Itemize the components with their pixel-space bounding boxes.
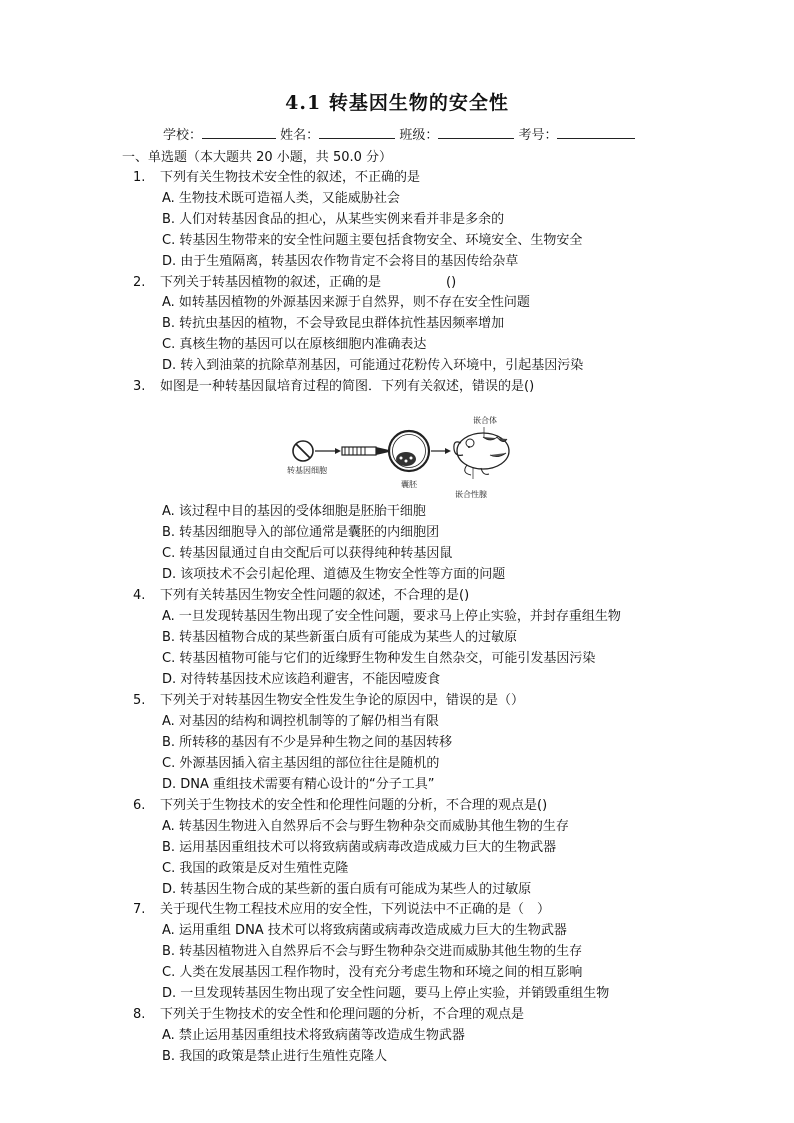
question-text: 下列关于对转基因生物安全性发生争论的原因中，错误的是（） — [160, 693, 525, 708]
question-number: 4. — [133, 588, 146, 603]
number-blank — [557, 125, 635, 139]
chimera-mouse-icon — [454, 427, 509, 479]
option-item: D. 由于生殖隔离，转基因农作物肯定不会将目的基因传给杂草 — [162, 254, 519, 269]
question-stem — [133, 166, 420, 185]
option-item: D. 一旦发现转基因生物出现了安全性问题，要马上停止实验，并销毁重组生物 — [162, 986, 610, 1001]
question-stem — [133, 271, 456, 290]
class-blank — [438, 125, 514, 139]
option-item: B. 转基因细胞导入的部位通常是囊胚的内细胞团 — [162, 525, 440, 540]
question-text: 关于现代生物工程技术应用的安全性，下列说法中不正确的是（ ） — [160, 902, 551, 917]
section-heading: 一、单选题（本大题共 20 小题，共 50.0 分） — [122, 150, 393, 165]
option-item: A. 一旦发现转基因生物出现了安全性问题，要求马上停止实验，并封存重组生物 — [162, 609, 621, 624]
option-item: D. DNA 重组技术需要有精心设计的“分子工具” — [162, 777, 435, 792]
option-item: B. 转基因植物合成的某些新蛋白质有可能成为某些人的过敏原 — [162, 630, 518, 645]
option-item: C. 转基因生物带来的安全性问题主要包括食物安全、环境安全、生物安全 — [162, 233, 583, 248]
question-text: 下列关于生物技术的安全性和伦理性问题的分析，不合理的观点是() — [160, 798, 548, 813]
question-number: 6. — [133, 798, 146, 813]
option-item: A. 运用重组 DNA 技术可以将致病菌或病毒改造成威力巨大的生物武器 — [162, 923, 567, 938]
transgenic-mouse-diagram — [285, 407, 525, 505]
question-stem — [133, 1003, 524, 1022]
option-item: C. 真核生物的基因可以在原核细胞内准确表达 — [162, 337, 427, 352]
arrow-icon — [431, 448, 451, 454]
question-number: 5. — [133, 693, 146, 708]
question-stem — [133, 689, 524, 708]
name-label: 姓名： — [280, 128, 320, 143]
question-number: 1. — [133, 170, 146, 185]
label-chimeric-gonad: 嵌合性腺 — [455, 490, 487, 499]
question-text: 下列关于生物技术的安全性和伦理问题的分析，不合理的观点是 — [160, 1007, 525, 1022]
class-label: 班级： — [399, 128, 439, 143]
option-item: A. 转基因生物进入自然界后不会与野生物种杂交而威胁其他生物的生存 — [162, 819, 569, 834]
option-item: B. 我国的政策是禁止进行生殖性克隆人 — [162, 1049, 388, 1064]
question-stem — [133, 375, 534, 394]
question-text: 下列有关转基因生物安全性问题的叙述，不合理的是() — [160, 588, 470, 603]
option-item: C. 转基因植物可能与它们的近缘野生物种发生自然杂交，可能引发基因污染 — [162, 651, 596, 666]
number-label: 考号： — [518, 128, 558, 143]
arrow-icon — [315, 448, 341, 454]
option-item: A. 对基因的结构和调控机制等的了解仍相当有限 — [162, 714, 439, 729]
page-title: 4.1 转基因生物的安全性 — [285, 92, 509, 114]
option-item: D. 该项技术不会引起伦理、道德及生物安全性等方面的问题 — [162, 567, 506, 582]
option-item: C. 转基因鼠通过自由交配后可以获得纯种转基因鼠 — [162, 546, 453, 561]
question-number: 3. — [133, 379, 146, 394]
option-item: B. 转基因植物进入自然界后不会与野生物种杂交进而威胁其他生物的生存 — [162, 944, 583, 959]
option-item: C. 人类在发展基因工程作物时，没有充分考虑生物和环境之间的相互影响 — [162, 965, 583, 980]
label-chimera: 嵌合体 — [473, 416, 497, 425]
micropipette-icon — [342, 447, 389, 455]
school-blank — [202, 125, 276, 139]
label-blastocyst: 囊胚 — [401, 480, 417, 489]
option-item: B. 运用基因重组技术可以将致病菌或病毒改造成威力巨大的生物武器 — [162, 840, 557, 855]
question-text: 如图是一种转基因鼠培育过程的简图．下列有关叙述，错误的是() — [160, 379, 535, 394]
student-info-line — [163, 124, 635, 143]
blastocyst-icon — [389, 431, 429, 471]
school-label: 学校： — [163, 128, 203, 143]
question-text: 下列有关生物技术安全性的叙述，不正确的是 — [160, 170, 421, 185]
option-item: C. 外源基因插入宿主基因组的部位往往是随机的 — [162, 756, 440, 771]
option-item: B. 所转移的基因有不少是异种生物之间的基因转移 — [162, 735, 453, 750]
question-number: 2. — [133, 275, 146, 290]
transgenic-cell-icon — [293, 441, 313, 461]
option-item: A. 生物技术既可造福人类，又能威胁社会 — [162, 191, 400, 206]
option-item: A. 如转基因植物的外源基因来源于自然界，则不存在安全性问题 — [162, 295, 530, 310]
option-item: A. 该过程中目的基因的受体细胞是胚胎干细胞 — [162, 504, 426, 519]
question-number: 7. — [133, 902, 146, 917]
option-item: B. 转抗虫基因的植物，不会导致昆虫群体抗性基因频率增加 — [162, 316, 505, 331]
option-item: D. 转基因生物合成的某些新的蛋白质有可能成为某些人的过敏原 — [162, 882, 532, 897]
option-item: A. 禁止运用基因重组技术将致病菌等改造成生物武器 — [162, 1028, 465, 1043]
option-item: D. 转入到油菜的抗除草剂基因，可能通过花粉传入环境中，引起基因污染 — [162, 358, 584, 373]
option-item: B. 人们对转基因食品的担心，从某些实例来看并非是多余的 — [162, 212, 505, 227]
question-stem — [133, 794, 547, 813]
question-text: 下列关于转基因植物的叙述，正确的是 () — [160, 275, 457, 290]
question-stem — [133, 584, 469, 603]
option-item: D. 对待转基因技术应该趋利避害，不能因噎废食 — [162, 672, 441, 687]
option-item: C. 我国的政策是反对生殖性克隆 — [162, 861, 349, 876]
question-stem — [133, 898, 550, 917]
name-blank — [319, 125, 395, 139]
question-number: 8. — [133, 1007, 146, 1022]
label-transgenic-cell: 转基因细胞 — [287, 466, 327, 475]
